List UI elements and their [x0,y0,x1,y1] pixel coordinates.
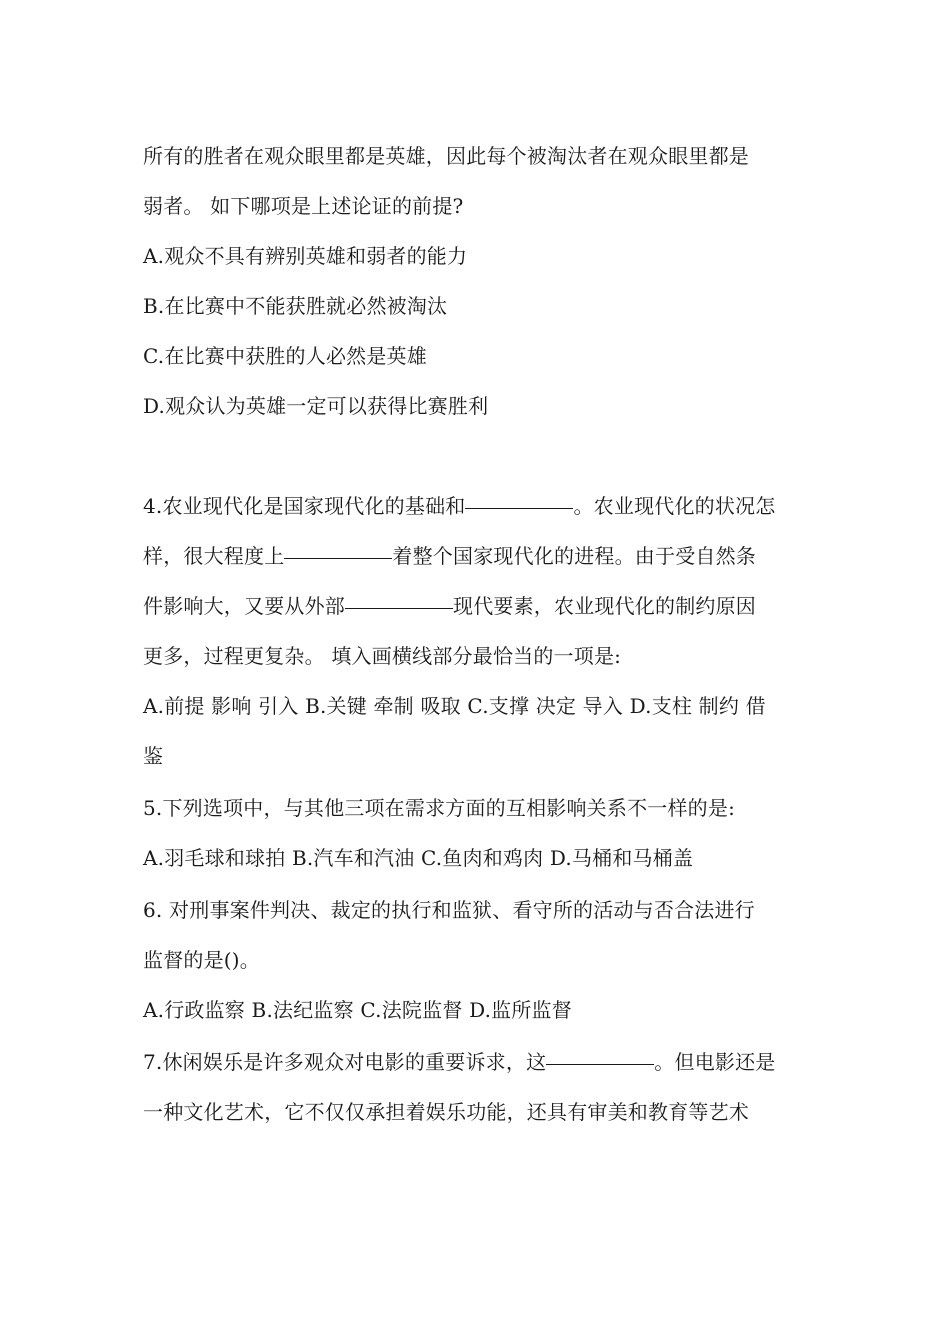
fill-in-blank-3 [345,607,453,609]
question-5 [143,783,809,883]
question-3 [143,131,809,431]
question-4-options-line-2: 鉴 [143,744,164,768]
question-4-text-3b: 现代要素，农业现代化的制约原因 [453,594,756,618]
question-4-stem-line-1 [143,481,809,531]
question-4-text-2b: 着整个国家现代化的进程。由于受自然条 [392,544,757,568]
question-4-stem-line-3 [143,581,809,631]
question-3-option-a: A.观众不具有辨别英雄和弱者的能力 [143,244,468,268]
question-3-option-d: D.观众认为英雄一定可以获得比赛胜利 [143,394,489,418]
question-6-options: A.行政监察 B.法纪监察 C.法院监督 D.监所监督 [143,998,572,1022]
question-3-stem-line-2: 弱者。 如下哪项是上述论证的前提? [143,194,464,218]
question-5-options: A.羽毛球和球拍 B.汽车和汽油 C.鱼肉和鸡肉 D.马桶和马桶盖 [143,846,694,870]
question-7-text-1a: 7.休闲娱乐是许多观众对电影的重要诉求，这 [143,1050,547,1074]
question-6-stem-line-2: 监督的是()。 [143,948,261,972]
question-4-text-3a: 件影响大，又要从外部 [143,594,345,618]
question-4-stem-line-4: 更多，过程更复杂。 填入画横线部分最恰当的一项是: [143,644,622,668]
question-4-text-1a: 4.农业现代化是国家现代化的基础和 [143,494,466,518]
question-7-text-1b: 。但电影还是 [654,1050,776,1074]
document-body [143,131,809,1137]
question-5-stem: 5.下列选项中，与其他三项在需求方面的互相影响关系不一样的是: [143,796,736,820]
question-7 [143,1037,809,1137]
question-4-options-line-1: A.前提 影响 引入 B.关键 牵制 吸取 C.支撑 决定 导入 D.支柱 制约 借 [143,694,766,718]
question-4-text-2a: 样，很大程度上 [143,544,285,568]
question-7-stem-line-1 [143,1037,809,1087]
question-3-stem-line-1: 所有的胜者在观众眼里都是英雄，因此每个被淘汰者在观众眼里都是 [143,144,749,168]
question-3-option-c: C.在比赛中获胜的人必然是英雄 [143,344,427,368]
question-4-text-1b: 。农业现代化的状况怎 [573,494,776,518]
question-4 [143,481,809,781]
question-3-option-b: B.在比赛中不能获胜就必然被淘汰 [143,294,448,318]
question-6-stem-line-1: 6. 对刑事案件判决、裁定的执行和监狱、看守所的活动与否合法进行 [143,898,755,922]
fill-in-blank-1 [465,507,573,509]
question-4-stem-line-2 [143,531,809,581]
fill-in-blank-2 [284,557,392,559]
fill-in-blank-4 [546,1063,654,1065]
question-7-stem-line-2: 一种文化艺术，它不仅仅承担着娱乐功能，还具有审美和教育等艺术 [143,1100,749,1124]
spacer [143,431,809,481]
question-6 [143,885,809,1035]
